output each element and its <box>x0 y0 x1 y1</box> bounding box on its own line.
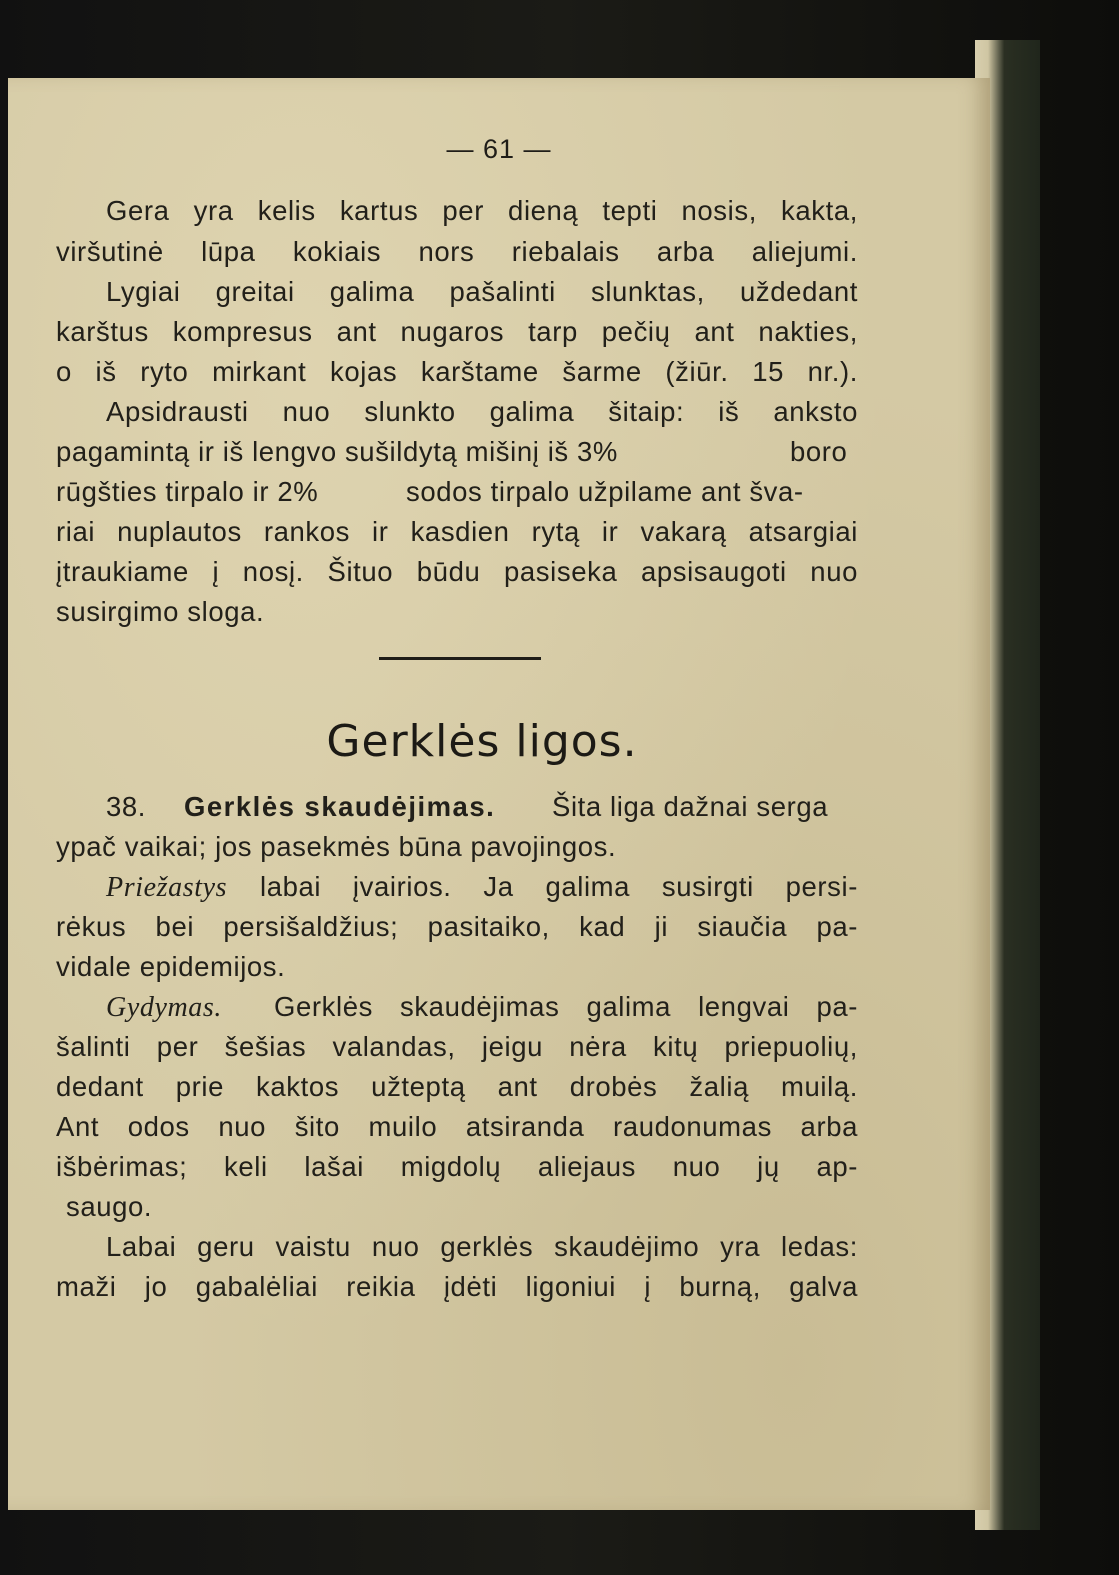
text-line: vidale epidemijos. <box>56 951 286 982</box>
section-title: Gerklės skaudėjimas. <box>184 791 496 822</box>
text-line: įtraukiame į nosį. Šituo būdu pasiseka apsisaugoti nuo <box>56 556 858 587</box>
text-line: išbėrimas; keli lašai migdolų aliejaus nuo jų ap- <box>56 1151 858 1182</box>
text-line: riai nuplautos rankos ir kasdien rytą ir vakarą atsargiai <box>56 516 858 547</box>
text-line: šalinti per šešias valandas, jeigu nėra kitų priepuolių, <box>56 1031 858 1062</box>
text-line: dedant prie kaktos užteptą ant drobės žalią muilą. <box>56 1071 858 1102</box>
text-line: boro <box>790 436 848 467</box>
text-line: rėkus bei persišaldžius; pasitaiko, kad ji siaučia pa- <box>56 911 858 942</box>
text-line: maži jo gabalėliai reikia įdėti ligoniui į burną, galva <box>56 1271 858 1302</box>
text-line: Ant odos nuo šito muilo atsiranda raudonumas arba <box>56 1111 858 1142</box>
page-number: — 61 — <box>446 134 552 164</box>
text-line: Labai geru vaistu nuo gerklės skaudėjimo yra ledas: <box>106 1231 858 1262</box>
section-divider <box>379 657 541 660</box>
text-line: Apsidrausti nuo slunkto galima šitaip: iš anksto <box>106 396 858 427</box>
text-line: Lygiai greitai galima pašalinti slunktas, uždedant <box>106 276 858 307</box>
text-line: o iš ryto mirkant kojas karštame šarme (žiūr. 15 nr.). <box>56 356 858 387</box>
text-line: Gera yra kelis kartus per dieną tepti nosis, kakta, <box>106 195 858 226</box>
text-line: sodos tirpalo užpilame ant šva- <box>406 476 804 507</box>
section-number: 38. <box>106 791 147 822</box>
causes-label: Priežastys <box>106 872 228 903</box>
text-line: Gerklės skaudėjimas galima lengvai pa- <box>274 991 858 1022</box>
text-line: viršutinė lūpa kokiais nors riebalais arba aliejumi. <box>56 236 858 267</box>
text-line: Šita liga dažnai serga <box>552 791 829 822</box>
text-line: saugo. <box>66 1191 153 1222</box>
text-line: karštus kompresus ant nugaros tarp pečių ant nakties, <box>56 316 858 347</box>
chapter-heading: Gerklės ligos. <box>326 716 638 767</box>
text-line: susirgimo sloga. <box>56 596 265 627</box>
book-page <box>8 78 990 1510</box>
text-line: rūgšties tirpalo ir 2% <box>56 476 319 507</box>
text-line: labai įvairios. Ja galima susirgti persi- <box>260 871 858 902</box>
text-line: pagamintą ir iš lengvo sušildytą mišinį iš 3% <box>56 436 618 467</box>
treatment-label: Gydymas. <box>106 992 222 1023</box>
text-line: ypač vaikai; jos pasekmės būna pavojingos. <box>56 831 617 862</box>
